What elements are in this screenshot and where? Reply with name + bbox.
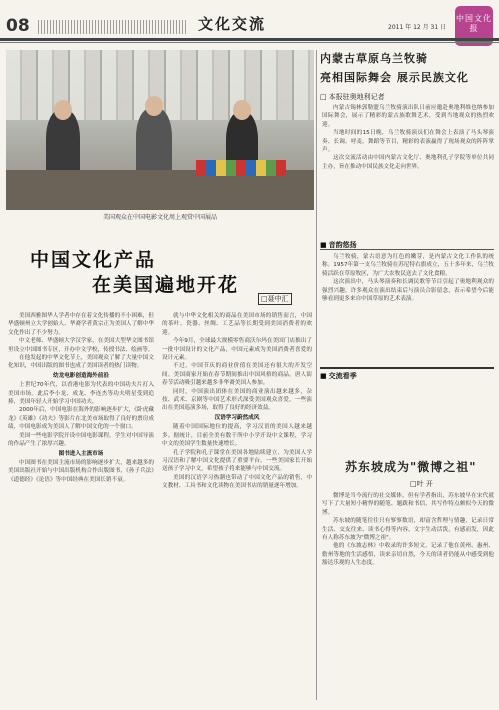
issue-date: 2011 年 12 月 31 日 [388, 24, 447, 31]
photo-face [233, 100, 251, 120]
photo-books [196, 160, 286, 176]
feature-article-body [322, 492, 494, 704]
lead-headline-line2: 在美国遍地开花 [92, 274, 240, 296]
paragraph: 上世纪70年代，以香港电影为代表的中国功夫片打入美国市场。此后李小龙、成龙、李连杰等功夫明星受到追捧，美国年轻人开始学习中国功夫。 [8, 382, 154, 406]
subheading: 汉语学习蔚然成风 [214, 414, 260, 421]
right-article-body-2 [322, 253, 494, 365]
lead-column-2 [162, 312, 312, 704]
header-decoration [38, 20, 188, 34]
paragraph: 美国西雅图华人学者中存在着文化传播的不小困难，但华盛顿州立大学创始人、华裔学者黄宗正为美国人了解中华文化作出了不少努力。 [8, 313, 154, 336]
paragraph: 内蒙古锡林郭勒盟乌兰牧骑演出队日前应邀赴奥地利维也纳参加国际舞会，展示了精彩的蒙古族歌舞艺术，受到当地观众的热烈欢迎。 [322, 105, 494, 128]
subheading: 幼龙电影创造海外前沿 [53, 372, 109, 379]
paragraph: 美国一些电影学院开设中国电影课程，学生对中国导演的作品产生了浓厚兴趣。 [8, 432, 154, 448]
section-title: 文化交流 [198, 15, 267, 33]
article-photo [6, 50, 314, 210]
photo-face [145, 96, 163, 116]
paragraph: 这次演出中，马头琴演奏和长调民歌等节目引起了奥地利观众的强烈兴趣，许多观众在演出结束后与演员合影留念，表示希望今后能够看到更多来自中国草原的艺术表演。 [322, 279, 494, 303]
paragraph: 2000年后，中国电影在海外的影响逐步扩大，《卧虎藏龙》《英雄》《功夫》等影片在北美市场取得了良好的票房成绩，中国电影成为美国人了解中国文化的一个窗口。 [8, 407, 154, 431]
section-label: ■ 交流看季 [320, 371, 357, 381]
lead-byline: □聂中汇 [258, 293, 292, 305]
paragraph: 就与中华文化相关的商品在美国市场的销售而言，中国的茶叶、瓷器、丝绸、工艺品等长期受到美国消费者的欢迎。 [162, 313, 312, 336]
photo-face [54, 100, 72, 120]
paragraph: 微博是当今流行的社交媒体，但有学者指出，苏东坡早在宋代就写下了大量短小精悍的随笔、题跋和书信，其写作特点颇似今天的微博。 [322, 493, 494, 516]
lead-column-1 [8, 312, 154, 704]
column-divider [316, 50, 317, 700]
header-rule-thin [0, 42, 499, 43]
paragraph: 在他发起的中华文化节上，美国观众了解了大量中国文化知识，中国出版的图书也成了美国读者的热门读物。 [8, 355, 154, 370]
paragraph: 当地时间的15日晚，乌兰牧骑演员们在舞会上表演了马头琴演奏、长调、呼麦、舞蹈等节目，精彩的表演赢得了现场观众的阵阵掌声。 [322, 130, 494, 154]
paragraph: 孔子学院和孔子课堂在美国各地陆续建立，为美国人学习汉语和了解中国文化提供了重要平台。一些美国家长开始送孩子学习中文，希望孩子将来能够与中国交流。 [162, 449, 312, 473]
page-number: 08 [6, 16, 30, 36]
right-headline-line2: 亮相国际舞会 展示民族文化 [320, 71, 469, 84]
paragraph: 苏东坡的随笔往往只有寥寥数语，却富含哲理与情趣，记录日常生活、交友往来、读书心得等内容，文字生动活泼，有感而发，因此有人称苏东坡为"微博之祖"。 [322, 518, 494, 542]
paragraph: 这次交流活动由中国内蒙古文化厅、奥地利孔子学院等单位共同主办，旨在推动中国民族文化走向世界。 [322, 155, 494, 170]
feature-byline: □叶 开 [410, 480, 433, 488]
paragraph: 不过，中国节庆的商业价值在美国还有很大的开发空间。美国商家开始在春节期间推出中国风格的商品，唐人街春节活动吸引越来越多非华裔美国人参加。 [162, 363, 312, 387]
paragraph: 他的《东坡志林》中收录的许多短文，记录了他在黄州、惠州、儋州等地的生活感悟，读来亲切自然，今天的读者仍能从中感受到他豁达乐观的人生态度。 [322, 543, 494, 567]
paragraph: 美国的汉语学习热潮也带动了中国文化产品的销售，中文教材、工具书和文化读物在美国书店的销量逐年增加。 [162, 474, 312, 490]
paragraph: 中国图书在美国主流市场的影响逐步扩大，越来越多的美国出版社开始与中国出版机构合作出版图书，《孙子兵法》《道德经》《论语》等中国经典在美国长销不衰。 [8, 459, 154, 483]
right-byline: □ 本报驻奥地利记者 [320, 92, 385, 102]
paragraph: 中文老师、华盛顿大学汉学家，在美国大型华文图书馆里设立中国图书专区，开办中文学校，传授书法、绘画等。 [8, 338, 154, 353]
header-rule [0, 38, 499, 41]
section-rule [320, 249, 494, 250]
right-subhead: ■ 音韵悠扬 [320, 240, 357, 250]
newspaper-logo: 中国文化报 [455, 6, 493, 46]
paragraph: 今年9月，全球最大规模零售商沃尔玛在美国门店推出了一批中国设计的文化产品，中国元素成为美国消费者喜爱的设计元素。 [162, 338, 312, 362]
paragraph: 同时，中国演出团体在美国的商业演出越来越多，杂技、武术、京剧等中国艺术形式深受美国观众喜爱，一些演出在美国巡演多场，取得了良好的经济效益。 [162, 388, 312, 412]
right-article-body [322, 104, 494, 236]
right-headline-line1: 内蒙古草原乌兰牧骑 [320, 52, 428, 65]
paragraph: 乌兰牧骑，蒙古语意为红色的嫩芽，是内蒙古文化工作队的统称。1957年第一支乌兰牧骑在苏尼特右旗成立，五十多年来，乌兰牧骑活跃在草原牧区，为广大农牧民送去了文化食粮。 [322, 254, 494, 277]
photo-caption: 美国观众在中国电影文化周上观赏中国展品 [102, 214, 217, 221]
photo-table [6, 170, 314, 210]
section-rule [320, 367, 494, 369]
subheading: 图书进入主流市场 [58, 450, 104, 457]
lead-headline-line1: 中国文化产品 [30, 249, 157, 271]
paragraph: 随着中国国际地位的提高，学习汉语的美国人越来越多。据统计，目前全美有数千所中小学开设中文课程，学习中文的美国学生数量快速增长。 [162, 424, 312, 448]
feature-headline: 苏东坡成为"微博之祖" [345, 460, 477, 474]
